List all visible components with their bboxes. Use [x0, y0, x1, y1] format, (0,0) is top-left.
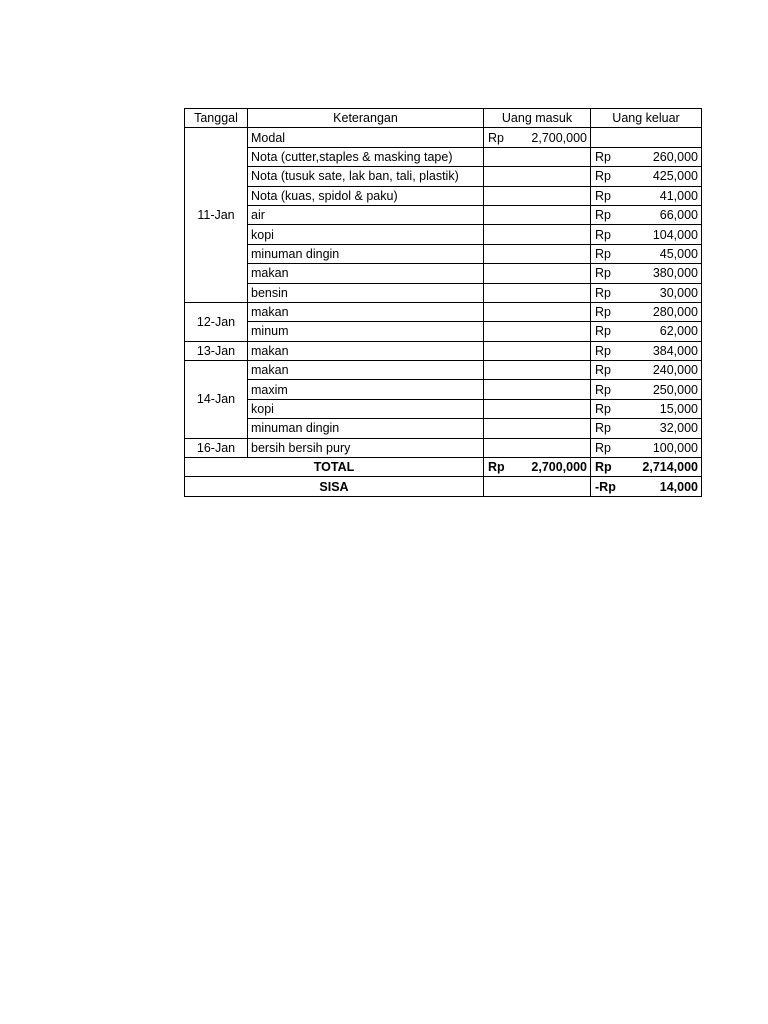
income-cell [484, 147, 591, 166]
total-income-currency: Rp [488, 460, 505, 475]
description-cell: bersih bersih pury [248, 438, 484, 457]
income-cell [484, 264, 591, 283]
expense-currency: Rp [595, 363, 611, 378]
total-expense-currency: Rp [595, 460, 612, 475]
expense-cell [591, 361, 702, 380]
income-cell [484, 322, 591, 341]
expense-cell [591, 264, 702, 283]
income-cell [484, 438, 591, 457]
expense-amount: 250,000 [652, 382, 698, 397]
description-cell: bensin [248, 283, 484, 302]
description-cell: Modal [248, 128, 484, 147]
expense-amount: 260,000 [652, 149, 698, 164]
table-row [185, 167, 702, 186]
income-cell [484, 128, 591, 147]
description-cell: makan [248, 341, 484, 360]
finance-table [184, 108, 702, 497]
expense-amount: 15,000 [659, 402, 698, 417]
income-cell [484, 380, 591, 399]
table-row [185, 380, 702, 399]
expense-currency: Rp [595, 324, 611, 339]
table-row [185, 322, 702, 341]
expense-amount: 240,000 [652, 363, 698, 378]
table-row [185, 399, 702, 418]
expense-currency: Rp [595, 266, 611, 281]
income-cell [484, 302, 591, 321]
table-row [185, 361, 702, 380]
description-cell: maxim [248, 380, 484, 399]
header-income: Uang masuk [484, 109, 591, 128]
date-cell: 13-Jan [185, 341, 248, 360]
expense-cell [591, 322, 702, 341]
expense-amount: 425,000 [652, 169, 698, 184]
expense-currency: Rp [595, 402, 611, 417]
description-cell: makan [248, 264, 484, 283]
income-cell [484, 341, 591, 360]
sisa-label: SISA [185, 477, 484, 496]
description-cell: Nota (kuas, spidol & paku) [248, 186, 484, 205]
income-currency: Rp [488, 130, 504, 145]
expense-cell [591, 438, 702, 457]
expense-currency: Rp [595, 440, 611, 455]
expense-cell [591, 380, 702, 399]
expense-amount: 66,000 [659, 208, 698, 223]
expense-amount: 100,000 [652, 440, 698, 455]
expense-cell [591, 244, 702, 263]
sisa-row [185, 477, 702, 496]
table-row [185, 244, 702, 263]
expense-currency: Rp [595, 305, 611, 320]
expense-currency: Rp [595, 382, 611, 397]
expense-amount: 30,000 [659, 285, 698, 300]
expense-cell [591, 128, 702, 147]
table-row [185, 205, 702, 224]
description-cell: minuman dingin [248, 419, 484, 438]
description-cell: kopi [248, 225, 484, 244]
expense-currency: Rp [595, 169, 611, 184]
total-row [185, 458, 702, 477]
expense-amount: 32,000 [659, 421, 698, 436]
date-cell: 16-Jan [185, 438, 248, 457]
date-cell: 12-Jan [185, 302, 248, 341]
income-cell [484, 283, 591, 302]
expense-cell [591, 167, 702, 186]
expense-cell [591, 341, 702, 360]
table-row [185, 419, 702, 438]
table-row [185, 264, 702, 283]
description-cell: makan [248, 361, 484, 380]
expense-currency: Rp [595, 208, 611, 223]
expense-amount: 384,000 [652, 343, 698, 358]
table-row [185, 341, 702, 360]
header-date: Tanggal [185, 109, 248, 128]
description-cell: kopi [248, 399, 484, 418]
expense-cell [591, 399, 702, 418]
expense-cell [591, 283, 702, 302]
expense-currency: Rp [595, 188, 611, 203]
income-cell [484, 186, 591, 205]
sisa-income [484, 477, 591, 496]
table-body [185, 128, 702, 458]
header-expense: Uang keluar [591, 109, 702, 128]
sisa-expense-currency: -Rp [595, 479, 616, 494]
table-row [185, 302, 702, 321]
table-row [185, 186, 702, 205]
header-row [185, 109, 702, 128]
table-row [185, 225, 702, 244]
sisa-expense-amount: 14,000 [659, 479, 698, 494]
income-cell [484, 361, 591, 380]
table-row [185, 128, 702, 147]
total-expense [591, 458, 702, 477]
expense-amount: 45,000 [659, 246, 698, 261]
expense-currency: Rp [595, 149, 611, 164]
expense-currency: Rp [595, 285, 611, 300]
expense-amount: 104,000 [652, 227, 698, 242]
expense-cell [591, 302, 702, 321]
description-cell: minum [248, 322, 484, 341]
header-description: Keterangan [248, 109, 484, 128]
table-row [185, 147, 702, 166]
expense-currency: Rp [595, 421, 611, 436]
total-income-amount: 2,700,000 [531, 460, 587, 475]
income-cell [484, 167, 591, 186]
description-cell: minuman dingin [248, 244, 484, 263]
income-cell [484, 205, 591, 224]
expense-cell [591, 419, 702, 438]
expense-amount: 280,000 [652, 305, 698, 320]
expense-cell [591, 186, 702, 205]
expense-currency: Rp [595, 227, 611, 242]
income-cell [484, 399, 591, 418]
sisa-expense [591, 477, 702, 496]
table-row [185, 438, 702, 457]
table-row [185, 283, 702, 302]
total-expense-amount: 2,714,000 [642, 460, 698, 475]
total-income [484, 458, 591, 477]
expense-amount: 41,000 [659, 188, 698, 203]
description-cell: air [248, 205, 484, 224]
description-cell: makan [248, 302, 484, 321]
description-cell: Nota (cutter,staples & masking tape) [248, 147, 484, 166]
date-cell: 11-Jan [185, 128, 248, 303]
income-cell [484, 244, 591, 263]
expense-cell [591, 205, 702, 224]
expense-amount: 62,000 [659, 324, 698, 339]
income-cell [484, 225, 591, 244]
expense-cell [591, 225, 702, 244]
expense-currency: Rp [595, 343, 611, 358]
income-cell [484, 419, 591, 438]
date-cell: 14-Jan [185, 361, 248, 439]
income-amount: 2,700,000 [531, 130, 587, 145]
expense-cell [591, 147, 702, 166]
description-cell: Nota (tusuk sate, lak ban, tali, plastik) [248, 167, 484, 186]
expense-amount: 380,000 [652, 266, 698, 281]
expense-currency: Rp [595, 246, 611, 261]
total-label: TOTAL [185, 458, 484, 477]
